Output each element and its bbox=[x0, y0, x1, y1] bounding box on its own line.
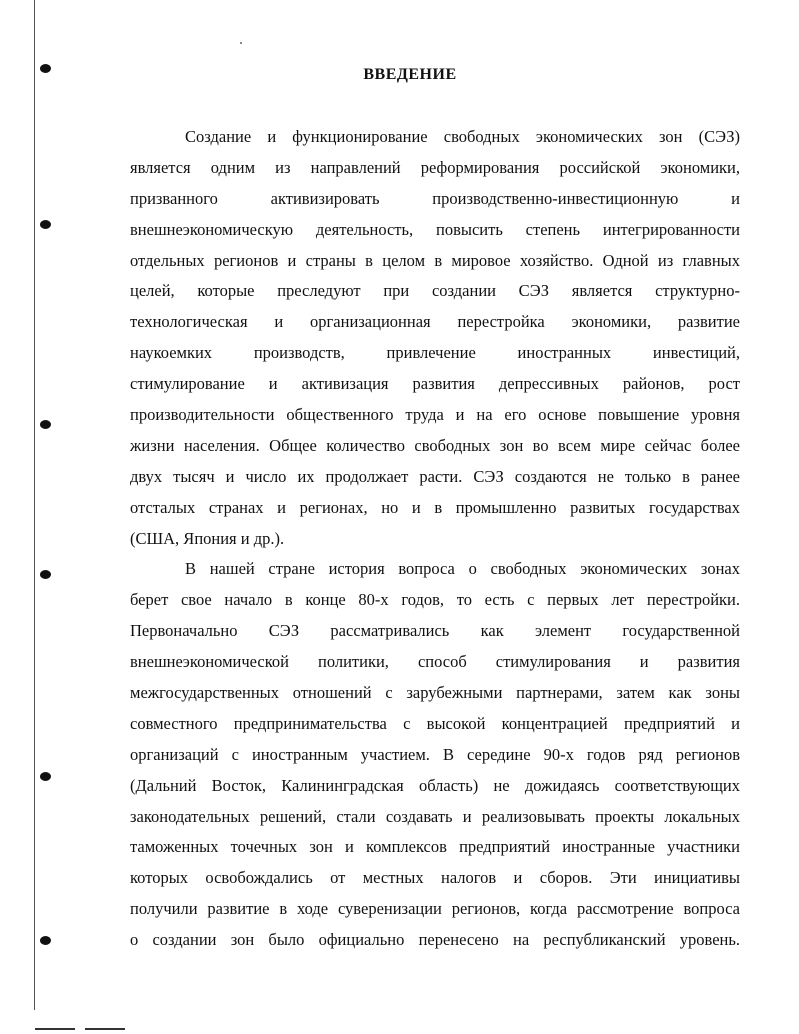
text-line: отдельных регионов и страны в целом в мировое хозяйство. Одной из главных bbox=[130, 250, 740, 270]
text-line: технологическая и организационная перестройка экономики, развитие bbox=[130, 312, 740, 332]
text-line: двух тысяч и число их продолжает расти. СЭЗ создаются не только в ранее bbox=[130, 466, 740, 486]
body-text bbox=[130, 122, 740, 956]
text-line: законодательных решений, стали создавать и реализовывать проекты локальных bbox=[130, 806, 740, 826]
text-line: В нашей стране история вопроса о свободных экономических зонах bbox=[185, 559, 740, 579]
text-line: Первоначально СЭЗ рассматривались как элемент государственной bbox=[130, 621, 740, 641]
scan-speck bbox=[240, 42, 242, 44]
text-line: организаций с иностранным участием. В середине 90-х годов ряд регионов bbox=[130, 744, 740, 764]
text-line: стимулирование и активизация развития депрессивных районов, рост bbox=[130, 374, 740, 394]
text-line: отсталых странах и регионах, но и в промышленно развитых государствах bbox=[130, 497, 740, 517]
text-line: (США, Япония и др.). bbox=[130, 528, 285, 548]
punch-hole bbox=[40, 936, 51, 945]
text-line: внешнеэкономической политики, способ стимулирования и развития bbox=[130, 652, 740, 672]
page-title: ВВЕДЕНИЕ bbox=[363, 66, 457, 83]
text-line: получили развитие в ходе суверенизации регионов, когда рассмотрение вопроса bbox=[130, 899, 740, 919]
scan-edge-mark bbox=[35, 1028, 75, 1030]
punch-hole bbox=[40, 570, 51, 579]
text-line: которых освобождались от местных налогов и сборов. Эти инициативы bbox=[130, 868, 740, 888]
text-line: внешнеэкономическую деятельность, повысить степень интегрированности bbox=[130, 219, 740, 239]
text-line: (Дальний Восток, Калининградская область) не дожидаясь соответствующих bbox=[130, 775, 740, 795]
text-line: целей, которые преследуют при создании СЭЗ является структурно- bbox=[130, 281, 740, 301]
text-line: межгосударственных отношений с зарубежными партнерами, затем как зоны bbox=[130, 683, 740, 703]
text-line: Создание и функционирование свободных экономических зон (СЭЗ) bbox=[185, 127, 740, 146]
text-line: совместного предпринимательства с высокой концентрацией предприятий и bbox=[130, 713, 740, 733]
text-line: является одним из направлений реформирования российской экономики, bbox=[130, 157, 740, 177]
scan-edge-mark bbox=[85, 1028, 125, 1030]
text-line: призванного активизировать производственно-инвестиционную и bbox=[130, 188, 740, 208]
text-line: жизни населения. Общее количество свободных зон во всем мире сейчас более bbox=[130, 435, 740, 455]
text-line: производительности общественного труда и на его основе повышение уровня bbox=[130, 405, 740, 425]
punch-hole bbox=[40, 220, 51, 229]
text-line: о создании зон было официально перенесено на республиканский уровень. bbox=[130, 930, 740, 950]
text-line: наукоемких производств, привлечение иностранных инвестиций, bbox=[130, 343, 740, 363]
punch-hole bbox=[40, 772, 51, 781]
text-line: берет свое начало в конце 80-х годов, то есть с первых лет перестройки. bbox=[130, 590, 740, 610]
punch-hole bbox=[40, 420, 51, 429]
scan-margin-line bbox=[34, 0, 35, 1010]
text-line: таможенных точечных зон и комплексов предприятий иностранные участники bbox=[130, 837, 740, 857]
